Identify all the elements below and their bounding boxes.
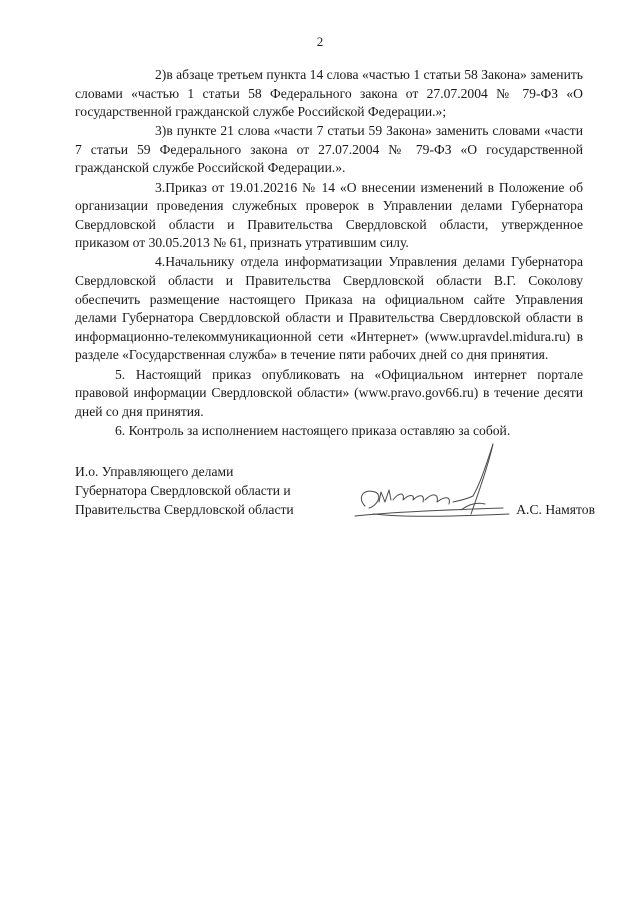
paragraph-number: 3. bbox=[155, 179, 166, 195]
paragraph-item-2 bbox=[75, 66, 583, 122]
paragraph-4 bbox=[75, 253, 583, 365]
handwritten-signature bbox=[353, 442, 513, 532]
paragraph-text: Контроль за исполнением настоящего приказа оставляю за собой. bbox=[128, 422, 511, 438]
paragraph-number: 5. bbox=[115, 366, 126, 382]
signer-title bbox=[75, 462, 294, 519]
signer-title-line: И.о. Управляющего делами bbox=[75, 464, 234, 479]
paragraph-number: 6. bbox=[115, 422, 126, 438]
paragraph-text: Настоящий приказ опубликовать на «Официальном интернет портале правовой информации Свердловской области» (www.pravo.gov66.ru) в течение десяти дней со дня принятия. bbox=[75, 366, 583, 419]
paragraph-number: 2) bbox=[155, 67, 167, 82]
paragraph-text: в пункте 21 слова «части 7 статьи 59 Закона» заменить словами «части 7 статьи 59 Федерального закона от 27.07.2004 № 79-ФЗ «О государственной гражданской службе Российской Федерации.». bbox=[75, 123, 583, 176]
paragraph-number: 3) bbox=[155, 123, 167, 139]
page-number: 2 bbox=[316, 34, 324, 49]
document-body bbox=[75, 66, 583, 440]
paragraph-text: Начальнику отдела информатизации Управления делами Губернатора Свердловской области и Правительства Свердловской области В.Г. Соколову обеспечить размещение настоящего Приказа на официальном сайте Управления делами Губернатора Свердловской области и Правительства Свердловской области в информационно-телекоммуникационной сети «Интернет» (www.upravdel.midura.ru) в разделе «Государственная служба» в течение пяти рабочих дней со дня принятия. bbox=[75, 254, 583, 363]
paragraph-item-3 bbox=[75, 122, 583, 178]
paragraph-text: в абзаце третьем пункта 14 слова «частью 1 статьи 58 Закона» заменить словами «частью 1 статьи 58 Федерального закона от 27.07.2004 № 79-ФЗ «О государственной гражданской службе Российской Федерации.»; bbox=[75, 67, 583, 120]
signer-title-line: Правительства Свердловской области bbox=[75, 502, 294, 517]
paragraph-text: Приказ от 19.01.20216 № 14 «О внесении изменений в Положение об организации проведения служебных проверок в Управлении делами Губернатора Свердловской области и Правительства Свердловской области, утвержденное приказом от 30.05.2013 № 61, признать утратившим силу. bbox=[75, 179, 583, 251]
signature-block bbox=[75, 462, 615, 542]
paragraph-number: 4. bbox=[155, 254, 166, 270]
paragraph-5 bbox=[75, 366, 583, 422]
signer-title-line: Губернатора Свердловской области и bbox=[75, 483, 291, 498]
paragraph-6 bbox=[75, 422, 583, 441]
paragraph-3 bbox=[75, 179, 583, 253]
signer-name: А.С. Намятов bbox=[516, 502, 595, 517]
